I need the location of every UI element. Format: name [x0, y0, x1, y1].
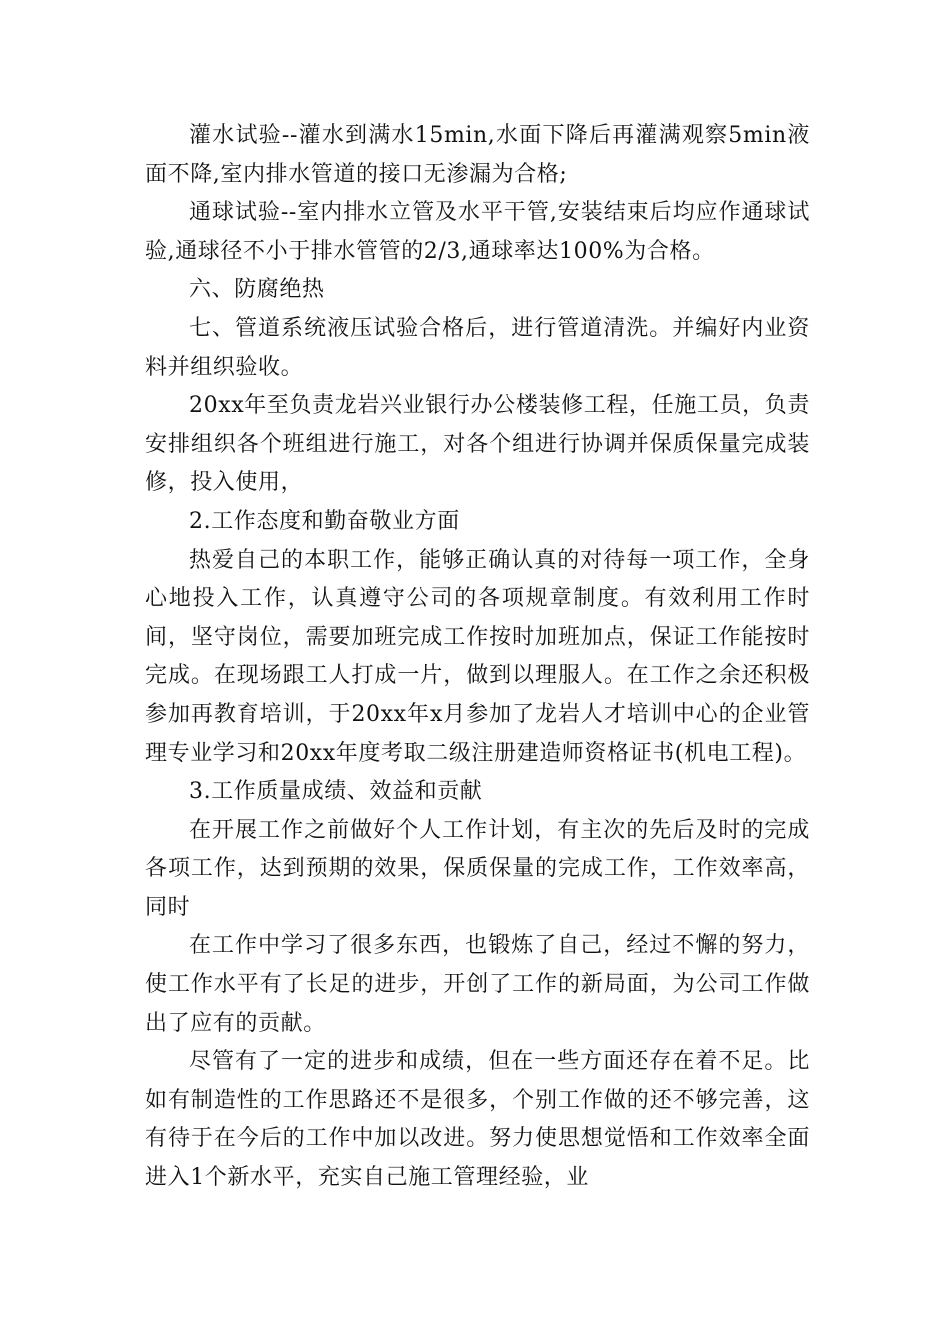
paragraph-bank-office-project: 20xx年至负责龙岩兴业银行办公楼装修工程，任施工员，负责安排组织各个班组进行施工，对各个组进行协调并保质保量完成装修，投入使用，	[145, 393, 810, 496]
paragraph-water-fill-test: 灌水试验--灌水到满水15min,水面下降后再灌满观察5min液面不降,室内排水管道的接口无渗漏为合格;	[145, 123, 810, 187]
heading-work-attitude: 2.工作态度和勤奋敬业方面	[189, 508, 460, 534]
paragraph-shortcomings: 尽管有了一定的进步和成绩，但在一些方面还存在着不足。比如有制造性的工作思路还不是很多，个别工作做的还不够完善，这有待于在今后的工作中加以改进。努力使思想觉悟和工作效率全面进入1个新水平，充实自己施工管理经验，业	[145, 1049, 810, 1191]
paragraph-pressure-test-cleaning: 七、管道系统液压试验合格后，进行管道清洗。并编好内业资料并组织验收。	[145, 315, 810, 380]
paragraph-learning-progress: 在工作中学习了很多东西，也锻炼了自己，经过不懈的努力，使工作水平有了长足的进步，开创了工作的新局面，为公司工作做出了应有的贡献。	[145, 933, 810, 1036]
paragraph-ball-pass-test: 通球试验--室内排水立管及水平干管,安装结束后均应作通球试验,通球径不小于排水管管的2/3,通球率达100%为合格。	[145, 200, 810, 264]
document-body	[145, 117, 810, 1198]
paragraph-work-plan: 在开展工作之前做好个人工作计划，有主次的先后及时的完成各项工作，达到预期的效果，保质保量的完成工作，工作效率高，同时	[145, 817, 810, 920]
paragraph-work-attitude: 热爱自己的本职工作，能够正确认真的对待每一项工作，全身心地投入工作，认真遵守公司的各项规章制度。有效利用工作时间，坚守岗位，需要加班完成工作按时加班加点，保证工作能按时完成。在现场跟工人打成一片，做到以理服人。在工作之余还积极参加再教育培训，于20xx年x月参加了龙岩人才培训中心的企业管理专业学习和20xx年度考取二级注册建造师资格证书(机电工程)。	[145, 547, 810, 766]
heading-anticorrosion-insulation: 六、防腐绝热	[189, 277, 325, 303]
heading-work-quality: 3.工作质量成绩、效益和贡献	[189, 779, 483, 805]
